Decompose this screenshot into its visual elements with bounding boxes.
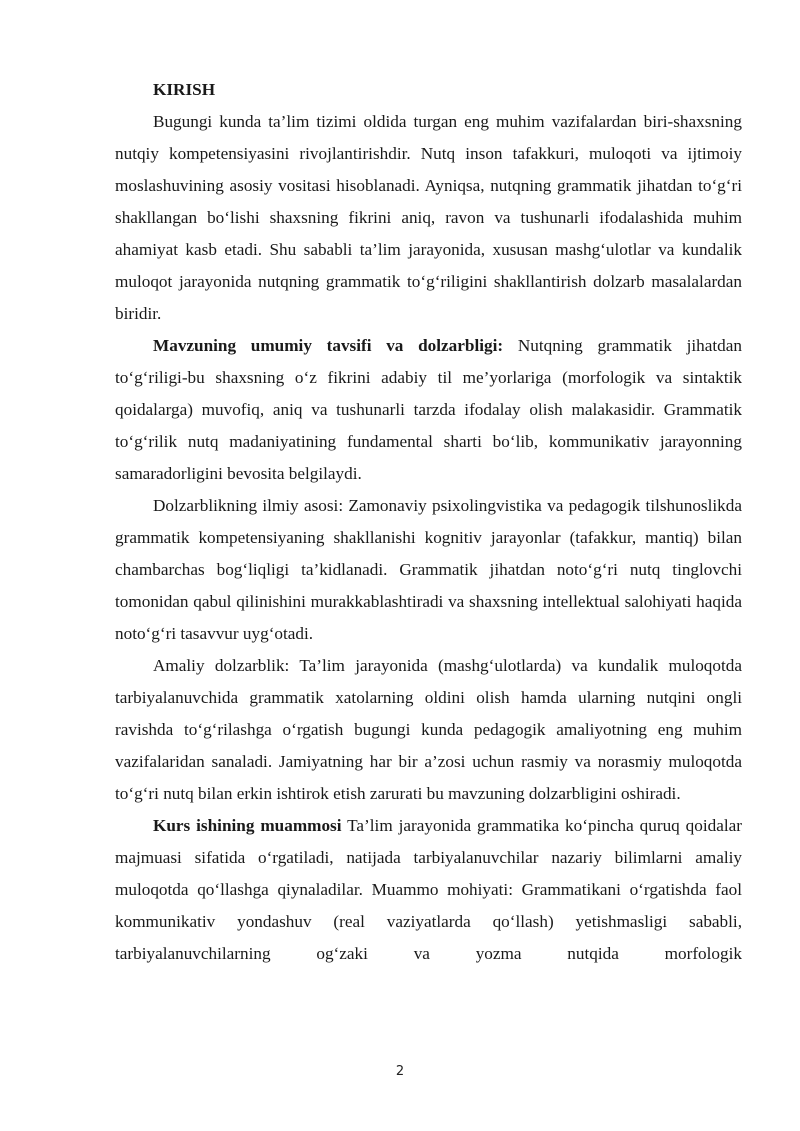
paragraph-text: Nutqning grammatik jihatdan to‘g‘riligi-bu shaxsning o‘z fikrini adabiy til me’yorlariga (morfologik va sintaktik qoidalarga) muvofiq, aniq va tushunarli tarzda ifodalay olish malakasidir. Grammatik to‘g‘rilik nutq madaniyatining fundamental sharti bo‘lib, kommunikativ jarayonning samaradorligini bevosita belgilaydi.	[115, 336, 742, 483]
section-heading: KIRISH	[153, 80, 216, 99]
page-number: 2	[395, 1064, 405, 1079]
paragraph-practical-relevance	[115, 650, 742, 810]
paragraph-text: Ta’lim jarayonida grammatika ko‘pincha quruq qoidalar majmuasi sifatida o‘rgatiladi, natijada tarbiyalanuvchilar nazariy bilimlarni amaliy muloqotda qo‘llashga qiynaladilar. Muammo mohiyati: Grammatikani o‘rgatishda faol kommunikativ yondashuv (real vaziyatlarda qo‘llash) yetishmasligi sababli, tarbiyalanuvchilarning og‘zaki va yozma nutqida morfologik	[115, 816, 742, 963]
paragraph-lead: Mavzuning umumiy tavsifi va dolzarbligi:	[153, 336, 504, 355]
paragraph-lead: Kurs ishining muammosi	[153, 816, 342, 835]
paragraph-topic-relevance	[115, 330, 742, 490]
paragraph-problem	[115, 810, 742, 970]
page-body	[115, 74, 742, 970]
paragraph-intro	[115, 106, 742, 330]
paragraph-text: Bugungi kunda ta’lim tizimi oldida turgan eng muhim vazifalardan biri-shaxsning nutqiy kompetensiyasini rivojlantirishdir. Nutq inson tafakkuri, muloqoti va ijtimoiy moslashuvining asosiy vositasi hisoblanadi. Ayniqsa, nutqning grammatik jihatdan to‘g‘ri shakllangan bo‘lishi shaxsning fikrini aniq, ravon va tushunarli ifodalashida muhim ahamiyat kasb etadi. Shu sababli ta’lim jarayonida, xususan mashg‘ulotlar va kundalik muloqot jarayonida nutqning grammatik to‘g‘riligini shakllantirish dolzarb masalalardan biridir.	[115, 112, 742, 323]
paragraph-scientific-basis	[115, 490, 742, 650]
paragraph-text: Amaliy dolzarblik: Ta’lim jarayonida (mashg‘ulotlarda) va kundalik muloqotda tarbiyalanuvchida grammatik xatolarning oldini olish hamda ularning nutqini ongli ravishda to‘g‘rilashga o‘rgatish bugungi kunda pedagogik amaliyotning eng muhim vazifalaridan sanaladi. Jamiyatning har bir a’zosi uchun rasmiy va norasmiy muloqotda to‘g‘ri nutq bilan erkin ishtirok etish zarurati bu mavzuning dolzarbligini oshiradi.	[115, 656, 742, 803]
paragraph-text: Dolzarblikning ilmiy asosi: Zamonaviy psixolingvistika va pedagogik tilshunoslikda grammatik kompetensiyaning shakllanishi kognitiv jarayonlar (tafakkur, mantiq) bilan chambarchas bog‘liqligi ta’kidlanadi. Grammatik jihatdan noto‘g‘ri nutq tinglovchi tomonidan qabul qilinishini murakkablashtiradi va shaxsning intellektual salohiyati haqida noto‘g‘ri tasavvur uyg‘otadi.	[115, 496, 742, 643]
